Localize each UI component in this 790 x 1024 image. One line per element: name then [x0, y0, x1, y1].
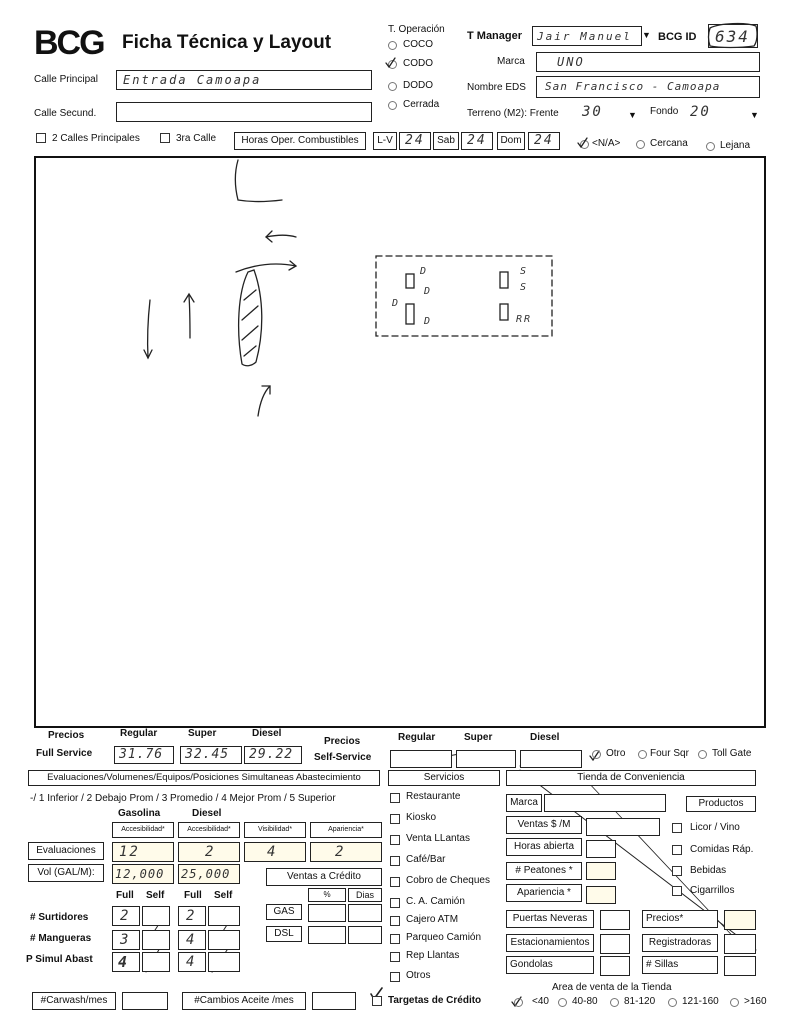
- col-header-acc-gas: Accesibilidad*: [112, 822, 174, 838]
- terreno-label: Terreno (M2): Frente: [467, 108, 559, 119]
- radio-area-81-120-label: 81-120: [624, 996, 656, 1007]
- simul-full-dsl-value: 4: [186, 954, 197, 970]
- radio-toll-gate[interactable]: [698, 750, 707, 759]
- bcg-logo: BCG: [34, 24, 104, 62]
- full-service-label: Full Service: [36, 748, 93, 759]
- eval-acc-dsl[interactable]: [178, 842, 240, 862]
- servicio-restaurante-checkbox[interactable]: [390, 793, 400, 803]
- full-diesel-value: 29.22: [249, 747, 294, 762]
- pump-label-s2: S: [520, 282, 529, 293]
- calle-principal-label: Calle Principal: [34, 74, 98, 85]
- eval-acc-dsl-value: 2: [205, 844, 216, 860]
- evaluaciones-label: Evaluaciones: [28, 842, 104, 860]
- mang-self-gas[interactable]: [142, 930, 170, 950]
- gas-dias[interactable]: [348, 904, 382, 922]
- sab-label: Sab: [433, 132, 459, 150]
- fondo-dropdown-icon[interactable]: ▼: [750, 110, 759, 120]
- precios-label: Precios: [48, 730, 85, 741]
- carwash-field[interactable]: [122, 992, 168, 1010]
- producto-comidas-checkbox[interactable]: [672, 845, 682, 855]
- radio-dodo-label: DODO: [403, 80, 433, 91]
- radio-otro[interactable]: [592, 750, 601, 759]
- self-diesel-header: Diesel: [530, 732, 560, 743]
- t-manager-label: T Manager: [467, 30, 523, 42]
- eval-acc-gas[interactable]: [112, 842, 174, 862]
- cambios-label: #Cambios Aceite /mes: [182, 992, 306, 1010]
- radio-lejana-label: Lejana: [720, 140, 751, 151]
- ventas-field[interactable]: [586, 818, 660, 836]
- servicio-cheques-checkbox[interactable]: [390, 877, 400, 887]
- eval-apariencia[interactable]: [310, 842, 382, 862]
- servicio-otros-label: Otros: [406, 970, 431, 981]
- dias-header: Dias: [348, 888, 382, 902]
- self-super-field[interactable]: [456, 750, 516, 768]
- radio-area-121-160-label: 121-160: [682, 996, 719, 1007]
- pump-label-d3: D: [392, 298, 401, 309]
- bcg-id-value: 634: [715, 27, 750, 46]
- simul-full-gas-value: 4: [118, 953, 130, 971]
- vol-gasolina[interactable]: [112, 864, 174, 884]
- pump-label-d2: D: [424, 286, 433, 297]
- radio-area-lt40[interactable]: [514, 998, 523, 1007]
- surt-self-gas[interactable]: [142, 906, 170, 926]
- surt-full-gas-value: 2: [120, 908, 131, 924]
- radio-area-lt40-label: <40: [532, 996, 549, 1007]
- full-diesel-field[interactable]: [244, 746, 302, 764]
- self-regular-field[interactable]: [390, 750, 452, 768]
- marca-label: Marca: [497, 56, 525, 67]
- servicio-atm-checkbox[interactable]: [390, 916, 400, 926]
- gas-label: GAS: [266, 904, 302, 920]
- sab-value: 24: [467, 133, 487, 148]
- diesel-header: Diesel: [252, 728, 282, 739]
- col-header-visibilidad: Visibilidad*: [244, 822, 306, 838]
- surtidores-label: # Surtidores: [30, 912, 89, 923]
- servicio-parqueo-checkbox[interactable]: [390, 934, 400, 944]
- radio-cerrada-label: Cerrada: [403, 99, 440, 110]
- dos-calles-label: 2 Calles Principales: [52, 133, 140, 144]
- dsl-label: DSL: [266, 926, 302, 942]
- servicio-cafe-checkbox[interactable]: [390, 856, 400, 866]
- mang-full-dsl-value: 4: [186, 932, 197, 948]
- gondolas-field[interactable]: [600, 956, 630, 976]
- radio-area-40-80-label: 40-80: [572, 996, 598, 1007]
- self-service-label: Self-Service: [314, 752, 372, 763]
- self-header-dsl: Self: [214, 890, 233, 901]
- surt-self-dsl[interactable]: [208, 906, 240, 926]
- puertas-field[interactable]: [600, 910, 630, 930]
- t-manager-dropdown-icon[interactable]: ▼: [642, 30, 651, 40]
- servicio-atm-label: Cajero ATM: [406, 914, 459, 925]
- gasolina-header: Gasolina: [118, 808, 161, 819]
- self-regular-header: Regular: [398, 732, 436, 743]
- nombre-eds-value: San Francisco - Camoapa: [545, 80, 721, 93]
- servicio-kiosko-label: Kiosko: [406, 812, 437, 823]
- servicio-otros-checkbox[interactable]: [390, 972, 400, 982]
- producto-bebidas-checkbox[interactable]: [672, 866, 682, 876]
- full-header-gas: Full: [116, 890, 134, 901]
- servicio-parqueo-label: Parqueo Camión: [406, 932, 482, 943]
- eval-acc-gas-value: 12: [119, 844, 140, 860]
- t-manager-value: Jair Manuel: [537, 30, 632, 43]
- vol-label: Vol (GAL/M):: [28, 864, 104, 882]
- tercera-calle-label: 3ra Calle: [176, 133, 217, 144]
- lv-value: 24: [405, 133, 425, 148]
- producto-bebidas-label: Bebidas: [690, 865, 727, 876]
- surt-full-gas[interactable]: [112, 906, 140, 926]
- registradoras-field[interactable]: [724, 934, 756, 954]
- simul-full-dsl[interactable]: [178, 952, 206, 972]
- servicios-header: Servicios: [388, 770, 500, 786]
- mang-self-dsl[interactable]: [208, 930, 240, 950]
- full-super-value: 32.45: [185, 747, 230, 762]
- servicio-camion-label: C. A. Camión: [406, 896, 465, 907]
- tienda-precios-field[interactable]: [724, 910, 756, 930]
- radio-toll-gate-label: Toll Gate: [712, 748, 752, 759]
- radio-na-label: <N/A>: [592, 138, 621, 149]
- pump-label-s1: S: [520, 266, 529, 277]
- simul-full-gas[interactable]: [112, 952, 140, 972]
- servicio-camion-checkbox[interactable]: [390, 898, 400, 908]
- producto-cigarrillos-label: Cigarrillos: [690, 885, 735, 896]
- mang-full-dsl[interactable]: [178, 930, 206, 950]
- radio-cercana-label: Cercana: [650, 138, 688, 149]
- lv-label: L-V: [373, 132, 397, 150]
- apariencia-field[interactable]: [586, 886, 616, 904]
- tienda-precios-label: Precios*: [642, 910, 718, 928]
- simul-self-gas[interactable]: [142, 952, 170, 972]
- estacionamientos-field[interactable]: [600, 934, 630, 954]
- mang-full-gas-value: 3: [120, 932, 131, 948]
- frente-dropdown-icon[interactable]: ▼: [628, 110, 637, 120]
- radio-four-sqr-label: Four Sqr: [650, 748, 689, 759]
- scale-text: -/ 1 Inferior / 2 Debajo Prom / 3 Promedio / 4 Mejor Prom / 5 Superior: [30, 793, 336, 804]
- simul-self-dsl[interactable]: [208, 952, 240, 972]
- carwash-label: #Carwash/mes: [32, 992, 116, 1010]
- sillas-field[interactable]: [724, 956, 756, 976]
- surt-full-dsl[interactable]: [178, 906, 206, 926]
- col-header-apariencia: Apariencia*: [310, 822, 382, 838]
- dsl-dias[interactable]: [348, 926, 382, 944]
- bcg-id-label: BCG ID: [658, 31, 697, 43]
- radio-coco-label: COCO: [403, 39, 433, 50]
- full-regular-field[interactable]: [114, 746, 174, 764]
- radio-four-sqr[interactable]: [638, 750, 647, 759]
- radio-area-gt160-label: >160: [744, 996, 767, 1007]
- servicio-cheques-label: Cobro de Cheques: [406, 875, 490, 886]
- servicio-llantas-checkbox[interactable]: [390, 835, 400, 845]
- calle-secund-label: Calle Secund.: [34, 108, 97, 119]
- producto-licor-label: Licor / Vino: [690, 822, 740, 833]
- self-diesel-field[interactable]: [520, 750, 582, 768]
- servicio-cafe-label: Café/Bar: [406, 854, 446, 865]
- registradoras-label: Registradoras: [642, 934, 718, 952]
- tarjetas-checkbox[interactable]: [372, 996, 382, 1006]
- page-title: Ficha Técnica y Layout: [122, 32, 332, 53]
- pct-header: %: [308, 888, 346, 902]
- horas-oper-button[interactable]: Horas Oper. Combustibles: [234, 132, 366, 150]
- servicio-restaurante-label: Restaurante: [406, 791, 461, 802]
- calle-principal-value: Entrada Camoapa: [123, 73, 262, 87]
- self-precios-label: Precios: [324, 736, 361, 747]
- mang-full-gas[interactable]: [112, 930, 140, 950]
- estacionamientos-label: Estacionamientos: [506, 934, 594, 952]
- apariencia-label: Apariencia *: [506, 884, 582, 902]
- sillas-label: # Sillas: [642, 956, 718, 974]
- radio-area-121-160[interactable]: [668, 998, 677, 1007]
- ventas-credito-label: Ventas a Crédito: [266, 868, 382, 886]
- super-header: Super: [188, 728, 217, 739]
- dom-value: 24: [534, 133, 554, 148]
- horas-abierta-field[interactable]: [586, 840, 616, 858]
- peatones-field[interactable]: [586, 862, 616, 880]
- vol-gasolina-value: 12,000: [115, 867, 165, 881]
- eval-apariencia-value: 2: [335, 844, 346, 860]
- servicio-llantas-label: Venta LLantas: [406, 833, 470, 844]
- mangueras-label: # Mangueras: [30, 933, 92, 944]
- peatones-label: # Peatones *: [506, 862, 582, 880]
- ventas-label: Ventas $ /M: [506, 816, 582, 834]
- horas-abierta-label: Horas abierta: [506, 838, 582, 856]
- col-header-acc-dsl: Accesibilidad*: [178, 822, 240, 838]
- evaluaciones-header: Evaluaciones/Volumenes/Equipos/Posiciones Simultaneas Abastecimiento: [28, 770, 380, 786]
- eval-visibilidad[interactable]: [244, 842, 306, 862]
- tarjetas-label: Targetas de Crédito: [388, 995, 482, 1006]
- marca-value: UNO: [557, 55, 585, 69]
- tienda-marca-field[interactable]: [544, 794, 666, 812]
- area-label: Area de venta de la Tienda: [552, 982, 672, 993]
- fondo-value: 20: [690, 104, 711, 120]
- radio-area-gt160[interactable]: [730, 998, 739, 1007]
- vol-diesel-value: 25,000: [181, 867, 231, 881]
- productos-header: Productos: [686, 796, 756, 812]
- frente-value: 30: [582, 104, 603, 120]
- cambios-field[interactable]: [312, 992, 356, 1010]
- gondolas-label: Gondolas: [506, 956, 594, 974]
- radio-area-40-80[interactable]: [558, 998, 567, 1007]
- full-super-field[interactable]: [180, 746, 242, 764]
- radio-codo-label: CODO: [403, 58, 433, 69]
- regular-header: Regular: [120, 728, 158, 739]
- producto-licor-checkbox[interactable]: [672, 823, 682, 833]
- full-regular-value: 31.76: [119, 747, 164, 762]
- radio-otro-label: Otro: [606, 748, 626, 759]
- vol-diesel[interactable]: [178, 864, 240, 884]
- servicio-rep-llantas-checkbox[interactable]: [390, 952, 400, 962]
- tienda-header: Tienda de Conveniencia: [506, 770, 756, 786]
- puertas-label: Puertas Neveras: [506, 910, 594, 928]
- fondo-label: Fondo: [650, 106, 679, 117]
- simul-label: P Simul Abast: [26, 954, 93, 965]
- self-super-header: Super: [464, 732, 493, 743]
- pump-label-d1: D: [420, 266, 429, 277]
- gas-pct[interactable]: [308, 904, 346, 922]
- pump-label-d4: D: [424, 316, 433, 327]
- t-operacion-label: T. Operación: [388, 24, 445, 35]
- eval-visibilidad-value: 4: [267, 844, 278, 860]
- tienda-marca-label: Marca: [506, 794, 542, 812]
- radio-area-81-120[interactable]: [610, 998, 619, 1007]
- servicio-kiosko-checkbox[interactable]: [390, 814, 400, 824]
- diesel-eval-header: Diesel: [192, 808, 222, 819]
- producto-cigarrillos-checkbox[interactable]: [672, 886, 682, 896]
- nombre-eds-label: Nombre EDS: [467, 82, 526, 93]
- surt-full-dsl-value: 2: [186, 908, 197, 924]
- servicio-rep-llantas-label: Rep Llantas: [406, 950, 460, 961]
- producto-comidas-label: Comidas Ráp.: [690, 844, 754, 855]
- dsl-pct[interactable]: [308, 926, 346, 944]
- pump-label-rr: RR: [516, 314, 533, 325]
- dom-label: Dom: [497, 132, 525, 150]
- self-header-gas: Self: [146, 890, 165, 901]
- full-header-dsl: Full: [184, 890, 202, 901]
